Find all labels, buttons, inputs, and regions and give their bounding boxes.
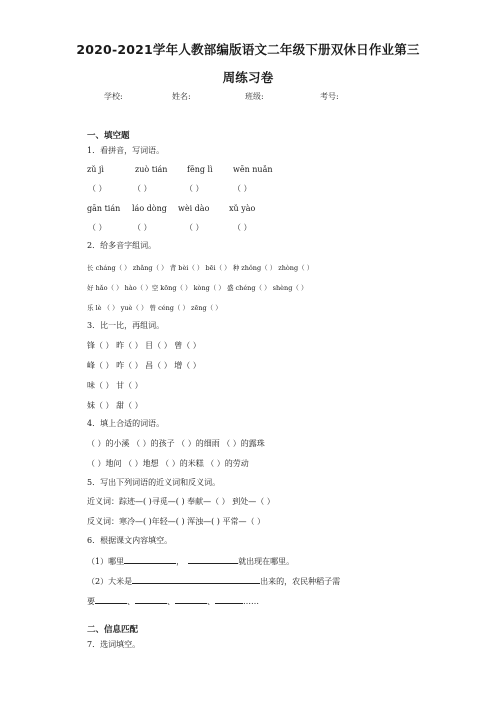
- id-label: 考号:: [320, 92, 339, 101]
- q5-antonym-row[interactable]: 反义词：寒冷—( )年轻—( ) 浑浊—( ) 平常—（ ）: [87, 517, 265, 526]
- q2-row[interactable]: 好 hǎo（ ） hào（ ）空 kōng（ ） kòng（ ） 盛 chéng（ ） shèng（ ）: [87, 284, 308, 292]
- class-label: 班级:: [245, 92, 264, 101]
- q6-sentence-2: [87, 574, 340, 588]
- q6-blank[interactable]: [175, 594, 207, 604]
- q6-blank[interactable]: [132, 574, 260, 584]
- q6-s1-tail: 就出现在哪里。: [238, 557, 295, 566]
- q5-synonym-row[interactable]: 近义词：踪迹—( )寻觅—( ) 奉献—（ ） 到处—（ ）: [87, 497, 275, 506]
- q2-prompt: 2．给多音字组词。: [87, 241, 157, 250]
- q3-prompt: 3．比一比，再组词。: [87, 321, 165, 330]
- q6-ellipsis: ……: [243, 597, 259, 606]
- q6-blank[interactable]: [215, 594, 243, 604]
- section-fill-blank-heading: 一、填空题: [87, 131, 130, 141]
- q1-prompt: 1．看拼音，写词语。: [87, 146, 165, 155]
- section-matching-heading: 二、信息匹配: [87, 625, 139, 635]
- q1-pinyin: wēn nuǎn: [233, 165, 273, 174]
- q2-row[interactable]: 乐 lè （ ） yuè（ ） 曾 céng（ ） zēng（ ）: [87, 304, 222, 312]
- q6-s3-text: 要: [87, 597, 95, 606]
- q6-sep: 、: [167, 597, 175, 606]
- school-label: 学校:: [104, 92, 123, 101]
- q7-prompt: 7．选词填空。: [87, 640, 141, 649]
- q3-row[interactable]: 峰（ ） 咋（ ） 昌（ ） 增（ ）: [87, 361, 201, 370]
- q1-pinyin: zuò tián: [135, 165, 168, 174]
- q6-s1-text: （1）哪里: [87, 557, 125, 566]
- q6-sentence-1: [87, 554, 294, 568]
- q1-pinyin: láo dòng: [132, 204, 167, 213]
- doc-title-line1: 2020-2021学年人教部编版语文二年级下册双休日作业第三: [76, 42, 420, 57]
- q2-row[interactable]: 长 cháng（ ） zhǎng（ ） 背 bèi（ ） bēi（ ） 种 zhǒng（ ） zhòng（ ）: [87, 264, 314, 272]
- q4-prompt: 4．填上合适的词语。: [87, 419, 165, 428]
- q1-pinyin: xǔ yào: [229, 204, 256, 213]
- q6-blank[interactable]: [124, 554, 176, 564]
- q1-blank[interactable]: （ ）: [88, 223, 107, 232]
- q5-prompt: 5．写出下列词语的近义词和反义词。: [87, 478, 221, 487]
- q1-pinyin: zǔ jì: [87, 165, 104, 174]
- q6-sentence-3: [87, 594, 259, 608]
- q6-sep: 、: [127, 597, 135, 606]
- q1-blank[interactable]: （ ）: [233, 184, 252, 193]
- q3-row[interactable]: 味（ ） 甘（ ）: [87, 381, 143, 390]
- q6-s2-text: （2）大米是: [87, 577, 133, 586]
- q1-blank[interactable]: （ ）: [185, 223, 204, 232]
- q1-blank[interactable]: （ ）: [133, 184, 152, 193]
- q4-row[interactable]: （ ）地问 （ ）地想 （ ）的米糕 （ ）的劳动: [87, 459, 249, 468]
- q4-row[interactable]: （ ）的小溪 （ ）的孩子 （ ）的细雨 （ ）的露珠: [87, 439, 265, 448]
- q1-blank[interactable]: （ ）: [133, 223, 152, 232]
- name-label: 姓名:: [172, 92, 191, 101]
- q3-row[interactable]: 锋（ ） 昨（ ） 目（ ） 曾（ ）: [87, 341, 201, 350]
- q6-blank[interactable]: [135, 594, 167, 604]
- q6-sep: 、: [207, 597, 215, 606]
- q1-blank[interactable]: （ ）: [185, 184, 204, 193]
- q1-pinyin: gān tián: [87, 204, 121, 213]
- q1-blank[interactable]: （ ）: [233, 223, 252, 232]
- q6-s2-tail: 出来的，农民种稻子需: [260, 577, 341, 586]
- doc-title-line2: 周练习卷: [222, 70, 274, 85]
- q6-prompt: 6．根据课文内容填空。: [87, 536, 173, 545]
- q3-row[interactable]: 妹（ ） 甜（ ）: [87, 401, 143, 410]
- q6-blank[interactable]: [95, 594, 127, 604]
- q6-s1-comma: ，: [176, 557, 185, 566]
- q6-blank[interactable]: [188, 554, 238, 564]
- q1-pinyin: fēng lì: [187, 165, 213, 174]
- q1-pinyin: wèi dào: [178, 204, 210, 213]
- q1-blank[interactable]: （ ）: [88, 184, 107, 193]
